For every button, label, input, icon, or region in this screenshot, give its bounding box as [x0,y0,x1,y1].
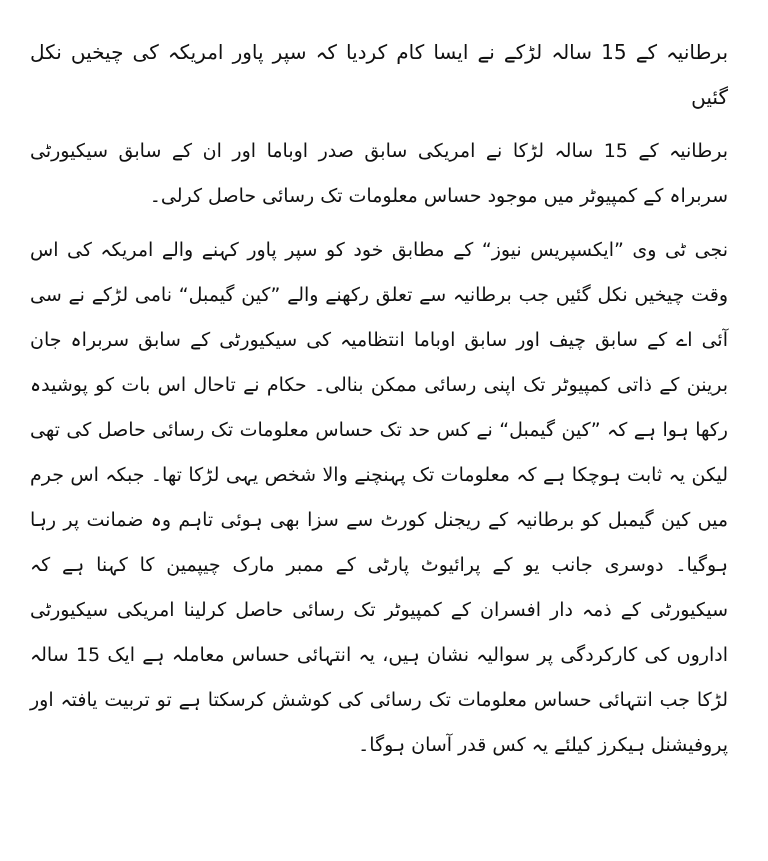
article-paragraph-2: نجی ٹی وی ”ایکسپریس نیوز“ کے مطابق خود کو سپر پاور کہنے والے امریکہ کی اس وقت چیخیں نکل گئیں جب برطانیہ سے تعلق رکھنے والے ”کین گیمبل“ نامی لڑکے نے سی آئی اے کے سابق چیف اور سابق اوباما انتظامیہ کی سیکیورٹی کے سابق سربراہ جان برینن کے ذاتی کمپیوٹر تک اپنی رسائی ممکن بنالی۔ حکام نے تاحال اس بات کو پوشیدہ رکھا ہوا ہے کہ ”کین گیمبل“ نے کس حد تک حساس معلومات تک رسائی حاصل کی تھی لیکن یہ ثابت ہوچکا ہے کہ معلومات تک پہنچنے والا شخص یہی لڑکا تھا۔ جبکہ اس جرم میں کین گیمبل کو برطانیہ کے ریجنل کورٹ سے سزا بھی ہوئی تاہم وہ ضمانت پر رہا ہوگیا۔ دوسری جانب یو کے پرائیوٹ پارٹی کے ممبر مارک چیپمین کا کہنا ہے کہ سیکیورٹی کے ذمہ دار افسران کے کمپیوٹر تک رسائی حاصل کرلینا امریکی سیکیورٹی اداروں کی کارکردگی پر سوالیہ نشان ہیں، یہ انتہائی حساس معاملہ ہے ایک 15 سالہ لڑکا جب انتہائی حساس معلومات تک رسائی کی کوشش کرسکتا ہے تو تربیت یافتہ اور پروفیشنل ہیکرز کیلئے یہ کس قدر آسان ہوگا۔ [30,239,729,756]
article-paragraph-1: برطانیہ کے 15 سالہ لڑکا نے امریکی سابق صدر اوباما اور ان کے سابق سیکیورٹی سربراہ کے کمپیوٹر میں موجود حساس معلومات تک رسائی حاصل کرلی۔ [30,140,728,207]
article-headline: برطانیہ کے 15 سالہ لڑکے نے ایسا کام کردیا کہ سپر پاور امریکہ کی چیخیں نکل گئیں [30,40,729,109]
